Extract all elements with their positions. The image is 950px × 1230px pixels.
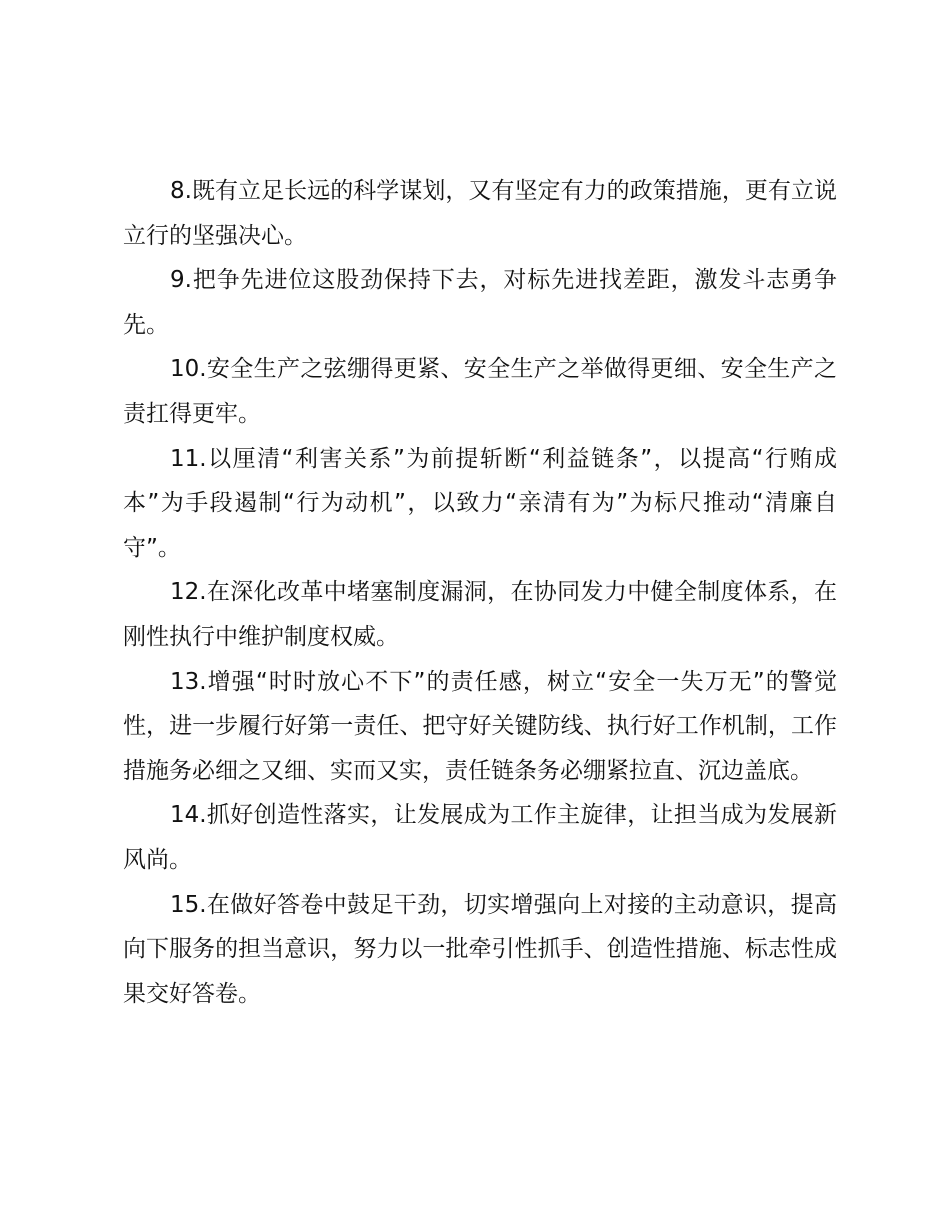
paragraph-10: 10.安全生产之弦绷得更紧、安全生产之举做得更细、安全生产之责扛得更牢。	[123, 356, 837, 427]
paragraph-9: 9.把争先进位这股劲保持下去，对标先进找差距，激发斗志勇争先。	[123, 267, 837, 338]
document-page	[123, 169, 837, 1016]
paragraph-8: 8.既有立足长远的科学谋划，又有坚定有力的政策措施，更有立说立行的坚强决心。	[123, 178, 837, 249]
paragraph-15: 15.在做好答卷中鼓足干劲，切实增强向上对接的主动意识，提高向下服务的担当意识，努力以一批牵引性抓手、创造性措施、标志性成果交好答卷。	[123, 891, 837, 1007]
paragraph-12: 12.在深化改革中堵塞制度漏洞，在协同发力中健全制度体系，在刚性执行中维护制度权威。	[123, 579, 837, 650]
paragraph-11: 11.以厘清“利害关系”为前提斩断“利益链条”，以提高“行贿成本”为手段遏制“行为动机”，以致力“亲清有为”为标尺推动“清廉自守”。	[123, 445, 837, 561]
paragraph-14: 14.抓好创造性落实，让发展成为工作主旋律，让担当成为发展新风尚。	[123, 802, 837, 873]
paragraph-13: 13.增强“时时放心不下”的责任感，树立“安全一失万无”的警觉性，进一步履行好第一责任、把守好关键防线、执行好工作机制，工作措施务必细之又细、实而又实，责任链条务必绷紧拉直、沉边盖底。	[123, 668, 837, 784]
